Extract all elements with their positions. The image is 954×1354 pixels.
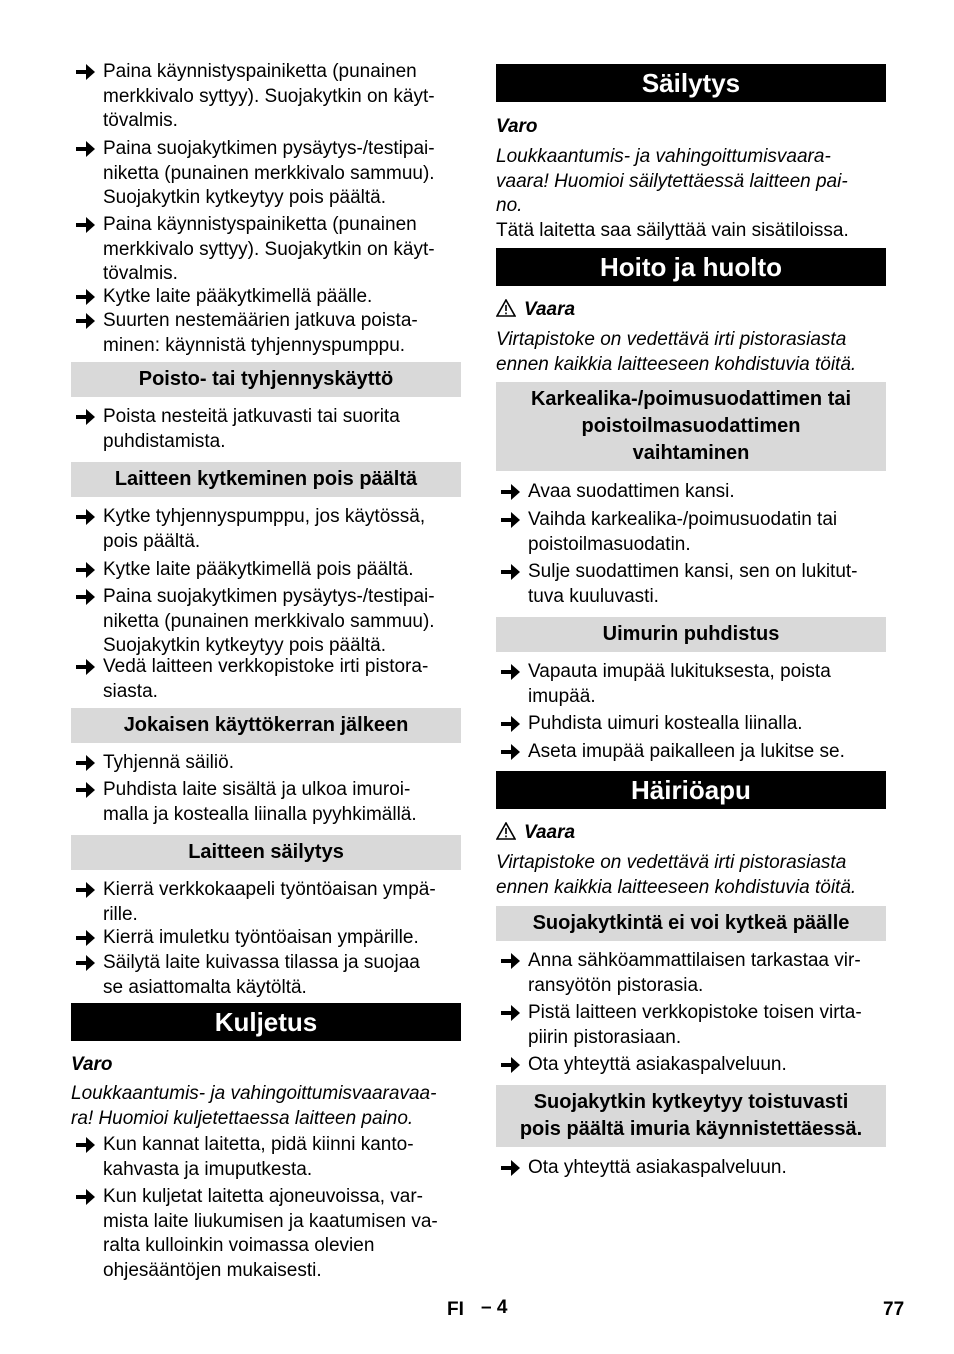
section-subtitle: Suojakytkintä ei voi kytkeä päälle [496,906,886,941]
list-item: Suurten nestemäärien jatkuva poista- minen: käynnistä tyhjennyspumppu. [71,309,461,358]
arrow-right-icon [74,878,96,902]
section-title: Säilytys [496,64,886,102]
section-subtitle: Jokaisen käyttökerran jälkeen [71,708,461,743]
caution-text: Loukkaantumis- ja vahingoittumisvaara- vaara! Huomioi säilytettäessä laitteen pai- no. [496,146,848,216]
warning-triangle-icon [496,822,516,840]
caution-text: Loukkaantumis- ja vahingoittumisvaaravaa- ra! Huomioi kuljetettaessa laitteen paino. [71,1083,437,1129]
arrow-right-icon [74,655,96,679]
caution-note: Varo [71,1054,113,1075]
section-title: Häiriöapu [496,771,886,809]
warning-triangle-icon [496,299,516,317]
list-item: Poista nesteitä jatkuvasti tai suorita puhdistamista. [71,405,461,454]
arrow-right-icon [74,926,96,950]
danger-note: Vaara [496,298,575,323]
arrow-right-icon [74,60,96,84]
arrow-right-icon [74,951,96,975]
arrow-right-icon [74,585,96,609]
arrow-right-icon [499,1001,521,1025]
footer-section: – 4 [481,1297,508,1318]
arrow-right-icon [74,1133,96,1157]
list-item: Paina käynnistyspainiketta (punainen merkkivalo syttyy). Suojakytkin on käyt- tövalmis. [71,213,461,287]
arrow-right-icon [499,949,521,973]
list-item: Säilytä laite kuivassa tilassa ja suojaa se asiattomalta käytöltä. [71,951,461,1000]
caution-note: Varo [496,116,538,137]
arrow-right-icon [499,1053,521,1077]
list-item: Kytke laite pääkytkimellä pois päältä. [71,558,461,583]
arrow-right-icon [499,712,521,736]
arrow-right-icon [74,309,96,333]
footer-language: FI [447,1299,464,1320]
section-subtitle: Uimurin puhdistus [496,617,886,652]
list-item: Paina käynnistyspainiketta (punainen merkkivalo syttyy). Suojakytkin on käyt- tövalmis. [71,60,461,134]
list-item: Kytke tyhjennyspumppu, jos käytössä, pois päältä. [71,505,461,554]
arrow-right-icon [499,660,521,684]
section-subtitle: Laitteen säilytys [71,835,461,870]
list-item: Ota yhteyttä asiakaspalveluun. [496,1053,886,1078]
arrow-right-icon [499,1156,521,1180]
list-item: Paina suojakytkimen pysäytys-/testipai- niketta (punainen merkkivalo sammuu). Suojakytkin kytkeytyy pois päältä. [71,585,461,659]
list-item: Anna sähköammattilaisen tarkastaa vir- ransyötön pistorasia. [496,949,886,998]
arrow-right-icon [74,558,96,582]
list-item: Kytke laite pääkytkimellä päälle. [71,285,461,310]
list-item: Kun kuljetat laitetta ajoneuvoissa, var- mista laite liukumisen ja kaatumisen va- ralta kulloinkin voimassa olevien ohjesääntöjen mukaisesti. [71,1185,461,1283]
list-item: Puhdista uimuri kostealla liinalla. [496,712,886,737]
section-subtitle: Suojakytkin kytkeytyy toistuvasti pois päältä imuria käynnistettäessä. [496,1085,886,1147]
arrow-right-icon [74,137,96,161]
list-item: Sulje suodattimen kansi, sen on lukitut- tuva kuuluvasti. [496,560,886,609]
list-item: Tyhjennä säiliö. [71,751,461,776]
arrow-right-icon [74,213,96,237]
danger-text: Virtapistoke on vedettävä irti pistorasiasta ennen kaikkia laitteeseen kohdistuvia töitä. [496,852,857,898]
list-item: Kun kannat laitetta, pidä kiinni kanto- kahvasta ja imuputkesta. [71,1133,461,1182]
list-item: Pistä laitteen verkkopistoke toisen virta- piirin pistorasiaan. [496,1001,886,1050]
danger-text: Virtapistoke on vedettävä irti pistorasiasta ennen kaikkia laitteeseen kohdistuvia töitä. [496,329,857,375]
arrow-right-icon [499,508,521,532]
section-title: Hoito ja huolto [496,248,886,286]
arrow-right-icon [74,778,96,802]
list-item: Kierrä imuletku työntöaisan ympärille. [71,926,461,951]
list-item: Avaa suodattimen kansi. [496,480,886,505]
section-subtitle: Poisto- tai tyhjennyskäyttö [71,362,461,397]
page-number: 77 [883,1299,905,1320]
section-title: Kuljetus [71,1003,461,1041]
arrow-right-icon [74,1185,96,1209]
section-subtitle: Karkealika-/poimusuodattimen tai poistoilmasuodattimen vaihtaminen [496,382,886,471]
list-item: Vapauta imupää lukituksesta, poista imupää. [496,660,886,709]
list-item: Kierrä verkkokaapeli työntöaisan ympä- rille. [71,878,461,927]
arrow-right-icon [499,560,521,584]
danger-note: Vaara [496,821,575,846]
list-item: Vedä laitteen verkkopistoke irti pistora- siasta. [71,655,461,704]
arrow-right-icon [74,505,96,529]
arrow-right-icon [74,751,96,775]
arrow-right-icon [74,405,96,429]
arrow-right-icon [499,480,521,504]
list-item: Vaihda karkealika-/poimusuodatin tai poistoilmasuodatin. [496,508,886,557]
list-item: Ota yhteyttä asiakaspalveluun. [496,1156,886,1181]
arrow-right-icon [74,285,96,309]
section-subtitle: Laitteen kytkeminen pois päältä [71,462,461,497]
list-item: Puhdista laite sisältä ja ulkoa imuroi- malla ja kostealla liinalla pyyhkimällä. [71,778,461,827]
list-item: Paina suojakytkimen pysäytys-/testipai- niketta (punainen merkkivalo sammuu). Suojakytkin kytkeytyy pois päältä. [71,137,461,211]
body-text: Tätä laitetta saa säilyttää vain sisätiloissa. [496,220,849,241]
arrow-right-icon [499,740,521,764]
list-item: Aseta imupää paikalleen ja lukitse se. [496,740,886,765]
